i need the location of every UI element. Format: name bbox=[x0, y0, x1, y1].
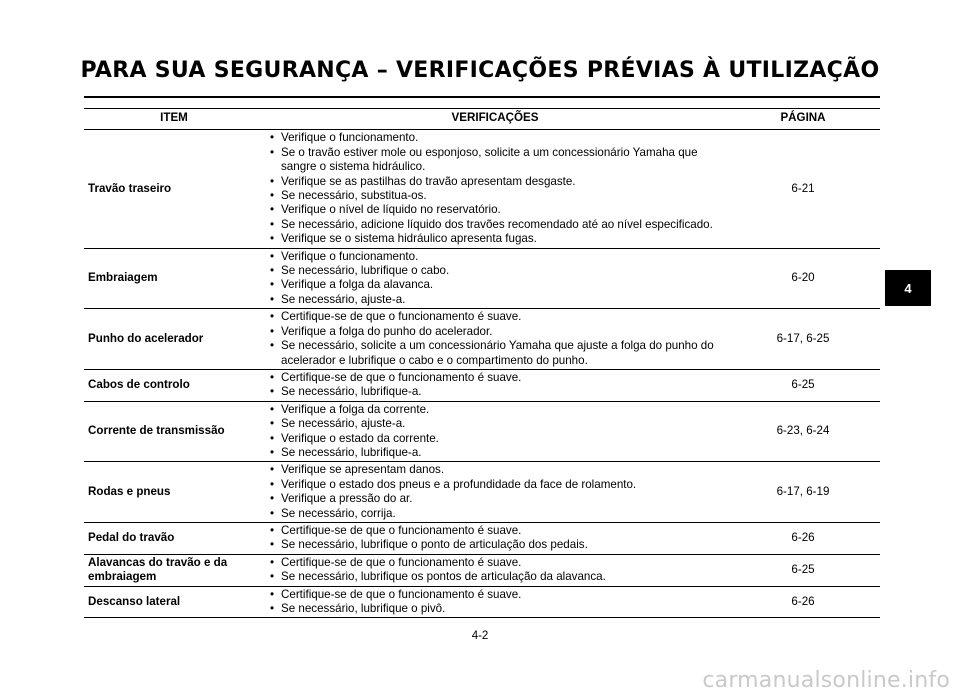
page-reference: 6-17, 6-19 bbox=[726, 462, 880, 523]
checks-list bbox=[264, 523, 726, 554]
page-reference: 6-20 bbox=[726, 248, 880, 309]
check-item: • Certifique-se de que o funcionamento é suave. bbox=[264, 588, 726, 602]
check-item: • Verifique a folga da alavanca. bbox=[264, 278, 726, 292]
table-row bbox=[84, 130, 880, 248]
checks-list bbox=[264, 249, 726, 309]
checks-cell bbox=[264, 130, 726, 248]
check-item: • Se necessário, solicite a um concessionário Yamaha que ajuste a folga do punho do acelerador e lubrifique o cabo e o compartimento do punho. bbox=[264, 339, 726, 368]
table-row bbox=[84, 554, 880, 586]
checks-list bbox=[264, 130, 726, 247]
header-checks: VERIFICAÇÕES bbox=[264, 109, 726, 130]
table-row bbox=[84, 401, 880, 462]
check-item: • Se necessário, lubrifique o pivô. bbox=[264, 602, 726, 616]
checks-cell bbox=[264, 401, 726, 462]
checks-cell bbox=[264, 369, 726, 401]
page-title: PARA SUA SEGURANÇA – VERIFICAÇÕES PRÉVIAS À UTILIZAÇÃO bbox=[80, 58, 880, 83]
check-item: • Se necessário, lubrifique-a. bbox=[264, 385, 726, 399]
item-name: Cabos de controlo bbox=[84, 369, 264, 401]
check-item: • Verifique a folga da corrente. bbox=[264, 403, 726, 417]
check-item: • Se necessário, lubrifique-a. bbox=[264, 446, 726, 460]
check-item: • Verifique o estado da corrente. bbox=[264, 432, 726, 446]
check-item: • Se necessário, corrija. bbox=[264, 507, 726, 521]
page-reference: 6-25 bbox=[726, 554, 880, 586]
table-row bbox=[84, 369, 880, 401]
item-name: Descanso lateral bbox=[84, 586, 264, 618]
item-name: Rodas e pneus bbox=[84, 462, 264, 523]
item-name: Pedal do travão bbox=[84, 522, 264, 554]
checks-list bbox=[264, 587, 726, 618]
table-row bbox=[84, 462, 880, 523]
item-name: Punho do acelerador bbox=[84, 309, 264, 370]
page-reference: 6-21 bbox=[726, 130, 880, 248]
check-item: • Certifique-se de que o funcionamento é suave. bbox=[264, 524, 726, 538]
checks-list bbox=[264, 555, 726, 586]
check-item: • Verifique a folga do punho do acelerador. bbox=[264, 325, 726, 339]
check-item: • Verifique se o sistema hidráulico apresenta fugas. bbox=[264, 232, 726, 246]
item-name: Corrente de transmissão bbox=[84, 401, 264, 462]
table-row bbox=[84, 309, 880, 370]
check-item: • Verifique se as pastilhas do travão apresentam desgaste. bbox=[264, 175, 726, 189]
check-item: • Verifique se apresentam danos. bbox=[264, 463, 726, 477]
check-item: • Se necessário, lubrifique os pontos de articulação da alavanca. bbox=[264, 570, 726, 584]
check-item: • Se necessário, ajuste-a. bbox=[264, 417, 726, 431]
header-item: ITEM bbox=[84, 109, 264, 130]
title-divider bbox=[84, 96, 880, 98]
table-row bbox=[84, 586, 880, 618]
check-item: • Se o travão estiver mole ou esponjoso, solicite a um concessionário Yamaha que sangre o sistema hidráulico. bbox=[264, 146, 726, 175]
check-item: • Verifique o funcionamento. bbox=[264, 250, 726, 264]
pre-operation-checklist-table bbox=[84, 108, 880, 618]
page-reference: 6-26 bbox=[726, 522, 880, 554]
table-header-row bbox=[84, 109, 880, 130]
check-item: • Se necessário, substitua-os. bbox=[264, 189, 726, 203]
watermark-text: carmanualsonline.info bbox=[702, 668, 950, 693]
check-item: • Certifique-se de que o funcionamento é suave. bbox=[264, 556, 726, 570]
checks-cell bbox=[264, 586, 726, 618]
page-reference: 6-17, 6-25 bbox=[726, 309, 880, 370]
item-name: Embraiagem bbox=[84, 248, 264, 309]
page-reference: 6-26 bbox=[726, 586, 880, 618]
check-item: • Se necessário, adicione líquido dos travões recomendado até ao nível especificado. bbox=[264, 218, 726, 232]
page-number: 4-2 bbox=[471, 630, 489, 642]
page-reference: 6-25 bbox=[726, 369, 880, 401]
check-item: • Se necessário, ajuste-a. bbox=[264, 293, 726, 307]
checks-list bbox=[264, 370, 726, 401]
checks-cell bbox=[264, 309, 726, 370]
item-name: Alavancas do travão e da embraiagem bbox=[84, 554, 264, 586]
checks-cell bbox=[264, 462, 726, 523]
check-item: • Verifique o funcionamento. bbox=[264, 131, 726, 145]
check-item: • Verifique o nível de líquido no reservatório. bbox=[264, 203, 726, 217]
check-item: • Verifique a pressão do ar. bbox=[264, 492, 726, 506]
table-row bbox=[84, 248, 880, 309]
header-page: PÁGINA bbox=[726, 109, 880, 130]
page-reference: 6-23, 6-24 bbox=[726, 401, 880, 462]
checks-cell bbox=[264, 522, 726, 554]
check-item: • Se necessário, lubrifique o ponto de articulação dos pedais. bbox=[264, 538, 726, 552]
table-body bbox=[84, 130, 880, 618]
check-item: • Verifique o estado dos pneus e a profundidade da face de rolamento. bbox=[264, 478, 726, 492]
checks-cell bbox=[264, 248, 726, 309]
check-item: • Certifique-se de que o funcionamento é suave. bbox=[264, 310, 726, 324]
checks-list bbox=[264, 402, 726, 462]
checks-cell bbox=[264, 554, 726, 586]
item-name: Travão traseiro bbox=[84, 130, 264, 248]
checks-list bbox=[264, 462, 726, 522]
check-item: • Se necessário, lubrifique o cabo. bbox=[264, 264, 726, 278]
table-row bbox=[84, 522, 880, 554]
check-item: • Certifique-se de que o funcionamento é suave. bbox=[264, 371, 726, 385]
checks-list bbox=[264, 309, 726, 369]
chapter-tab: 4 bbox=[885, 270, 931, 306]
